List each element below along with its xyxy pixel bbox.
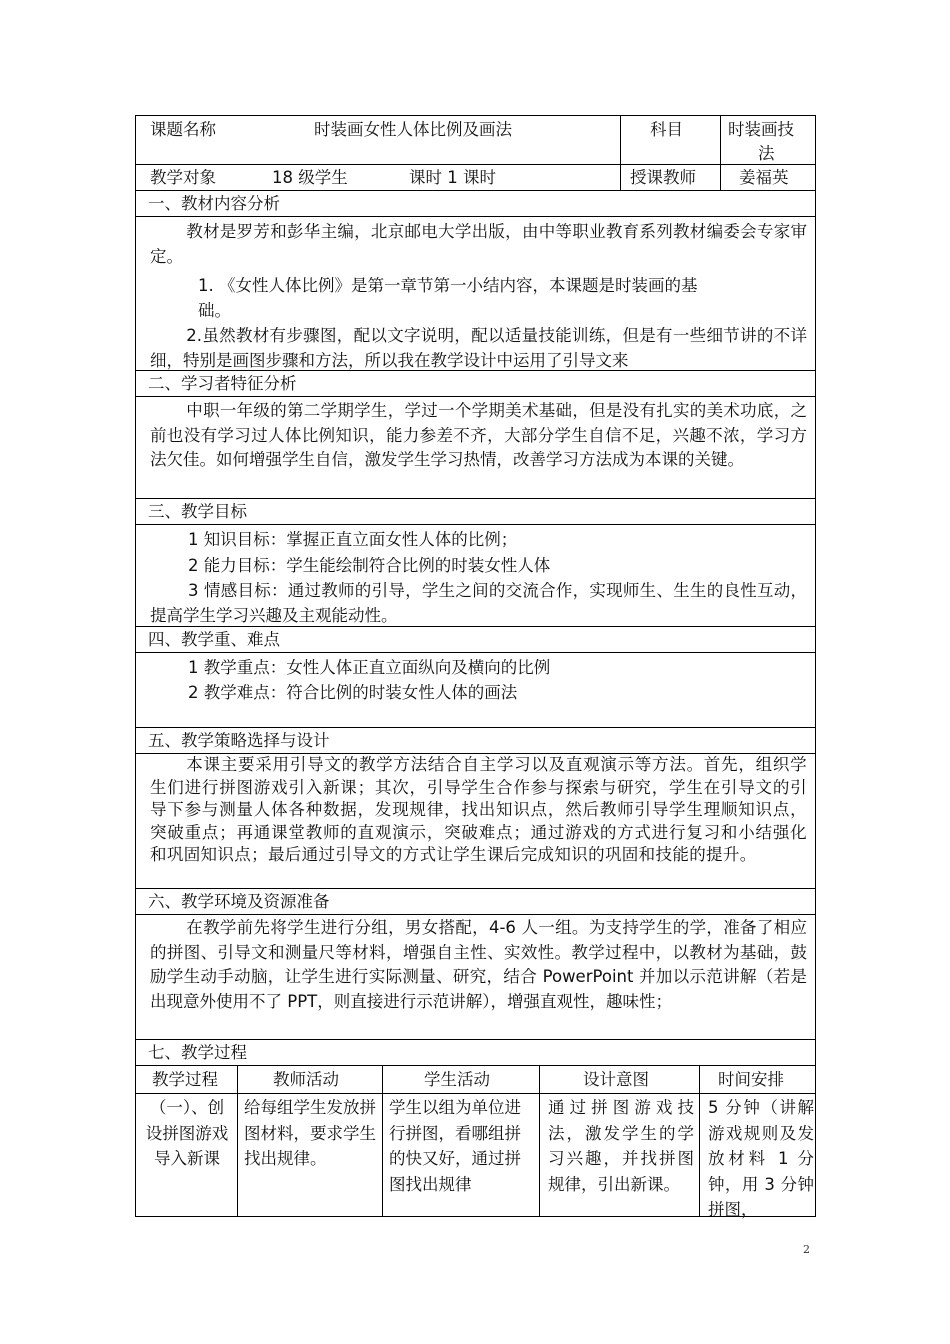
section-2-heading-row <box>135 370 816 397</box>
process-col-intent: 设计意图 <box>583 1070 649 1089</box>
section-2-heading: 二、学习者特征分析 <box>148 374 297 393</box>
section-3-body <box>135 524 816 627</box>
process-col-stage: 教学过程 <box>152 1070 218 1089</box>
process-row-1-intent: 通过拼图游戏技法，激发学生的学习兴趣，并找拼图规律，引出新课。 <box>548 1098 694 1194</box>
audience-label: 教学对象 <box>150 168 216 187</box>
process-col-student: 学生活动 <box>424 1070 490 1089</box>
section-1-heading: 一、教材内容分析 <box>148 194 280 213</box>
section-6-heading: 六、教学环境及资源准备 <box>148 892 330 911</box>
section-1-heading-row <box>135 190 816 217</box>
audience-value: 18 级学生 <box>272 168 348 187</box>
title-row <box>135 115 816 165</box>
section-1-para-2-line2: 础。 <box>198 301 231 320</box>
goal-knowledge: 1 知识目标：掌握正直立面女性人体的比例； <box>188 530 518 549</box>
title-value: 时装画女性人体比例及画法 <box>314 120 512 139</box>
section-7-heading: 七、教学过程 <box>148 1043 247 1062</box>
subject-value-line2: 法 <box>758 144 775 163</box>
section-4-heading: 四、教学重、难点 <box>148 630 280 649</box>
section-3-heading: 三、教学目标 <box>148 502 247 521</box>
section-3-heading-row <box>135 498 816 525</box>
section-1-para-2-line1: 1. 《女性人体比例》是第一章节第一小结内容，本课题是时装画的基 <box>198 276 698 295</box>
teacher-value: 姜福英 <box>739 168 789 187</box>
hours-value: 课时 1 课时 <box>409 168 496 187</box>
section-2-para-1: 中职一年级的第二学期学生，学过一个学期美术基础，但是没有扎实的美术功底，之前也没有学习过人体比例知识，能力参差不齐，大部分学生自信不足，兴趣不浓，学习方法欠佳。如何增强学生自信，激发学生学习热情，改善学习方法成为本课的关键。 <box>150 401 807 469</box>
section-6-heading-row <box>135 888 816 915</box>
process-row-1-time: 5 分钟（讲解游戏规则及发放材料 1 分钟，用 3 分钟拼图， <box>708 1098 814 1219</box>
audience-row <box>135 164 816 191</box>
process-table-header <box>135 1065 816 1094</box>
process-row-1-stage: （一）、创设拼图游戏导入新课 <box>145 1098 229 1168</box>
section-5-heading: 五、教学策略选择与设计 <box>148 731 330 750</box>
section-5-heading-row <box>135 727 816 754</box>
section-4-heading-row <box>135 626 816 653</box>
process-row-1 <box>135 1093 816 1217</box>
process-col-time: 时间安排 <box>718 1070 784 1089</box>
page-number: 2 <box>803 1243 810 1256</box>
section-5-para-1: 本课主要采用引导文的教学方法结合自主学习以及直观演示等方法。首先，组织学生们进行拼图游戏引入新课；其次，引导学生合作参与探索与研究，学生在引导文的引导下参与测量人体各种数据，发现规律，找出知识点，然后教师引导学生理顺知识点，突破重点；再通课堂教师的直观演示，突破难点；通过游戏的方式进行复习和小结强化和巩固知识点；最后通过引导文的方式让学生课后完成知识的巩固和技能的提升。 <box>150 755 807 864</box>
key-point: 1 教学重点：女性人体正直立面纵向及横向的比例 <box>188 658 551 677</box>
section-1-para-1: 教材是罗芳和彭华主编，北京邮电大学出版，由中等职业教育系列教材编委会专家审定。 <box>150 222 807 266</box>
section-1-para-3: 2.虽然教材有步骤图，配以文字说明，配以适量技能训练，但是有一些细节讲的不详细，特别是画图步骤和方法，所以我在教学设计中运用了引导文来 <box>150 326 807 370</box>
section-7-heading-row <box>135 1039 816 1066</box>
subject-value-line1: 时装画技 <box>728 120 794 139</box>
goal-emotion: 3 情感目标：通过教师的引导，学生之间的交流合作，实现师生、生生的良性互动，提高学生学习兴趣及主观能动性。 <box>150 581 807 625</box>
section-1-body <box>135 216 816 371</box>
section-2-body <box>135 396 816 499</box>
process-row-1-student: 学生以组为单位进行拼图，看哪组拼的快又好，通过拼图找出规律 <box>389 1098 521 1194</box>
section-5-body <box>135 753 816 889</box>
section-4-body <box>135 652 816 728</box>
process-row-1-teacher: 给每组学生发放拼图材料，要求学生找出规律。 <box>244 1098 376 1168</box>
title-label: 课题名称 <box>150 120 216 139</box>
teacher-label: 授课教师 <box>630 168 696 187</box>
goal-ability: 2 能力目标：学生能绘制符合比例的时装女性人体 <box>188 556 551 575</box>
subject-label: 科目 <box>650 120 683 139</box>
section-6-para-1: 在教学前先将学生进行分组，男女搭配，4-6 人一组。为支持学生的学，准备了相应的拼图、引导文和测量尺等材料，增强自主性、实效性。教学过程中，以教材为基础，鼓励学生动手动脑，让学生进行实际测量、研究，结合 PowerPoint 并加以示范讲解（若是出现意外使用不了 PPT，则直接进行示范讲解），增强直观性，趣味性； <box>150 918 807 1011</box>
difficult-point: 2 教学难点：符合比例的时装女性人体的画法 <box>188 683 518 702</box>
process-col-teacher: 教师活动 <box>273 1070 339 1089</box>
section-6-body <box>135 914 816 1040</box>
